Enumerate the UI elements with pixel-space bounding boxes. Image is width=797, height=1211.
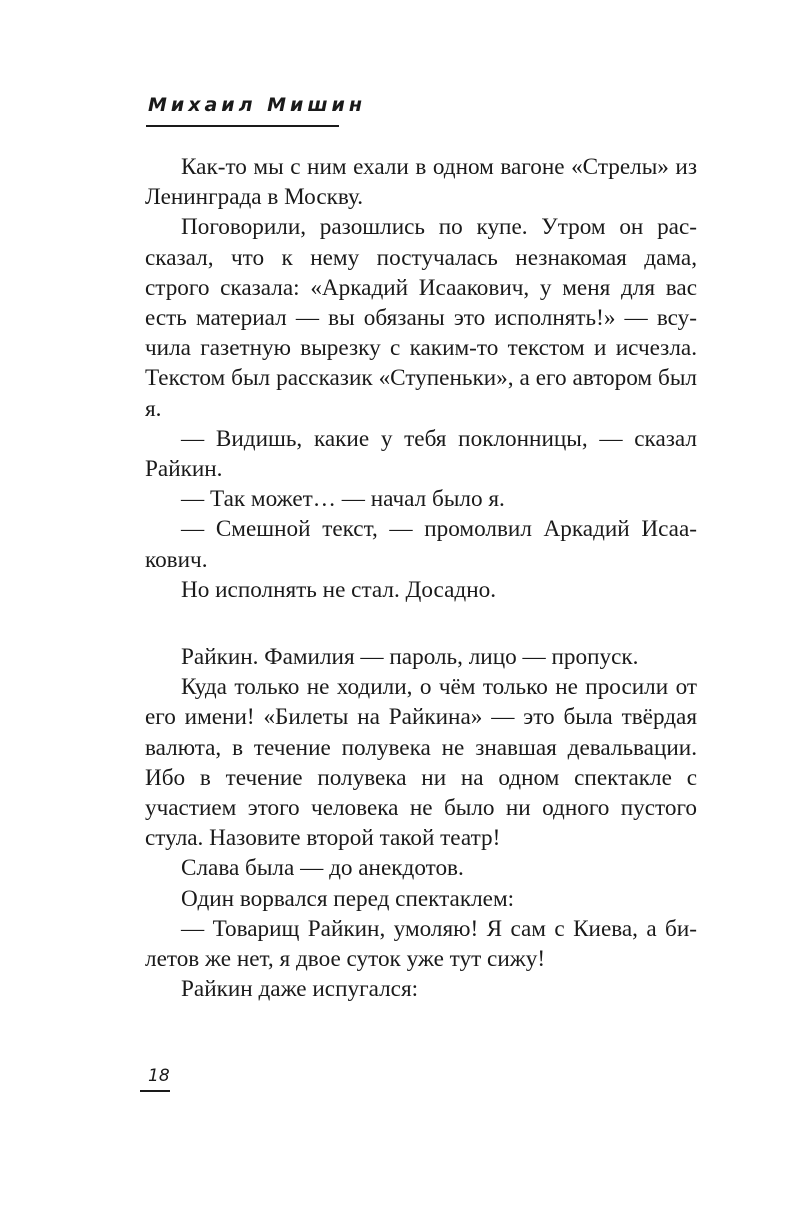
text-section-2 — [145, 642, 697, 1004]
paragraph: Райкин даже испугался: — [181, 976, 419, 1003]
header-rule — [146, 125, 339, 127]
paragraph: — Видишь, какие у тебя поклонницы, — сказал Райкин. — [145, 425, 697, 483]
paragraph: Райкин. Фамилия — пароль, лицо — пропуск. — [181, 644, 639, 670]
text-section-1 — [145, 152, 697, 605]
paragraph: Как-то мы с ним ехали в одном вагоне «Стрелы» из Ленинграда в Москву. — [145, 154, 697, 211]
paragraph: Один ворвался перед спектаклем: — [181, 885, 515, 912]
footer-rule — [140, 1090, 170, 1092]
paragraph: Слава была — до анекдотов. — [181, 855, 464, 882]
paragraph: Но исполнять не стал. Досадно. — [181, 576, 497, 603]
paragraph: Куда только не ходили, о чём только не просили от его имени! «Билеты на Райкина» — это была твёрдая валюта, в течение полувека не знавшая девальвации. Ибо в течение полувека ни на одном спектакле с участием этого человека не было ни одного пустого стула. Назовите второй такой театр! — [145, 674, 697, 852]
paragraph: — Товарищ Райкин, умоляю! Я сам с Киева, а билетов же нет, я двое суток уже тут сижу! — [145, 915, 697, 973]
running-header-author: Михаил Мишин — [148, 94, 366, 116]
paragraph: Поговорили, разошлись по купе. Утром он рассказал, что к нему постучалась незнакомая дама, строго сказала: «Аркадий Исаакович, у меня для вас есть материал — вы обязаны это исполнять!» — всучила газетную вырезку с каким-то текстом и исчезла. Текстом был рассказик «Ступеньки», а его автором был я. — [145, 214, 697, 422]
paragraph: — Так может… — начал было я. — [181, 486, 505, 513]
page-number: 18 — [148, 1066, 170, 1086]
paragraph: — Смешной текст, — промолвил Аркадий Исаакович. — [145, 516, 697, 573]
